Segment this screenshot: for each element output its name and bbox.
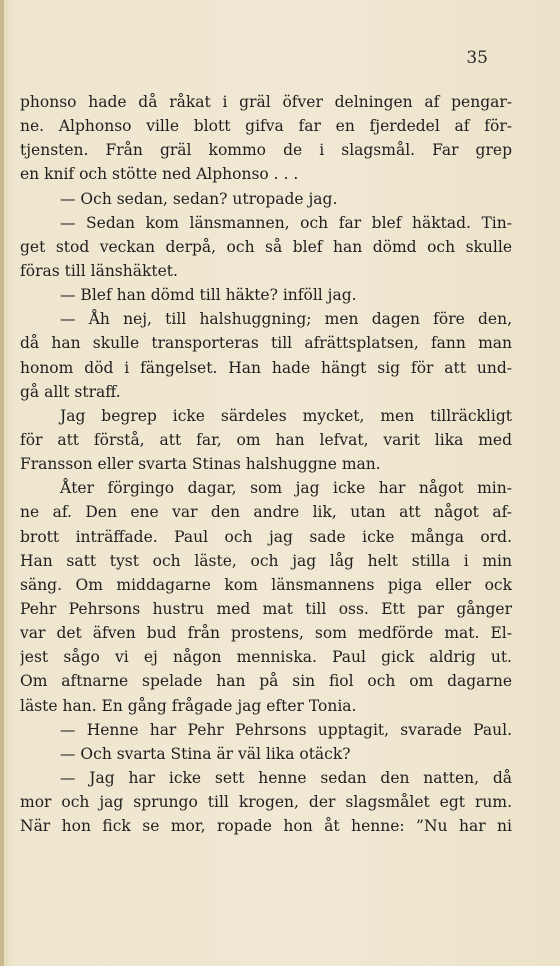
- text-line: mor och jag sprungo till krogen, der slagsmålet egt rum.: [20, 793, 512, 812]
- text-line: phonso hade då råkat i gräl öfver delningen af pengar-: [20, 93, 512, 111]
- body-text: [20, 90, 512, 838]
- text-line: föras till länshäktet.: [20, 261, 178, 280]
- text-line: — Sedan kom länsmannen, och far blef häktad. Tin-: [60, 213, 512, 232]
- text-line: säng. Om middagarne kom länsmannens piga eller ock: [20, 575, 512, 594]
- page-number: 35: [466, 48, 488, 68]
- text-line: Jag begrep icke särdeles mycket, men tillräckligt: [60, 406, 512, 425]
- text-line: jest sågo vi ej någon menniska. Paul gick aldrig ut.: [20, 648, 512, 667]
- text-line: Han satt tyst och läste, och jag låg helt stilla i min: [20, 551, 512, 570]
- text-line: läste han. En gång frågade jag efter Tonia.: [20, 696, 357, 715]
- text-line: Åter förgingo dagar, som jag icke har något min-: [60, 479, 512, 498]
- text-line: en knif och stötte ned Alphonso . . .: [20, 165, 299, 184]
- text-line: honom död i fängelset. Han hade hängt sig för att und-: [20, 358, 512, 377]
- text-line: ne af. Den ene var den andre lik, utan att något af-: [20, 503, 512, 522]
- text-line: gå allt straff.: [20, 382, 121, 401]
- text-line: get stod veckan derpå, och så blef han dömd och skulle: [20, 237, 512, 256]
- text-line: Fransson eller svarta Stinas halshuggne man.: [20, 455, 381, 474]
- text-line: — Och svarta Stina är väl lika otäck?: [60, 744, 351, 763]
- text-line: Pehr Pehrsons hustru med mat till oss. Ett par gånger: [20, 599, 512, 618]
- text-line: brott inträffade. Paul och jag sade icke många ord.: [20, 527, 512, 546]
- page-edge: [0, 0, 4, 966]
- text-line: Om aftnarne spelade han på sin fiol och om dagarne: [20, 672, 512, 691]
- text-line: var det äfven bud från prostens, som medförde mat. El-: [20, 624, 512, 643]
- text-line: för att förstå, att far, om han lefvat, varit lika med: [20, 430, 512, 449]
- text-line: — Och sedan, sedan? utropade jag.: [60, 189, 338, 208]
- text-line: då han skulle transporteras till afrättsplatsen, fann man: [20, 334, 512, 353]
- text-line: När hon fick se mor, ropade hon åt henne: ”Nu har ni: [20, 817, 512, 836]
- text-line: tjensten. Från gräl kommo de i slagsmål. Far grep: [20, 141, 512, 160]
- text-line: ne. Alphonso ville blott gifva far en fjerdedel af för-: [20, 117, 512, 136]
- text-line: — Henne har Pehr Pehrsons upptagit, svarade Paul.: [60, 720, 512, 739]
- text-line: — Åh nej, till halshuggning; men dagen före den,: [60, 310, 512, 329]
- text-line: — Jag har icke sett henne sedan den natten, då: [60, 768, 512, 787]
- text-line: — Blef han dömd till häkte? inföll jag.: [60, 286, 357, 305]
